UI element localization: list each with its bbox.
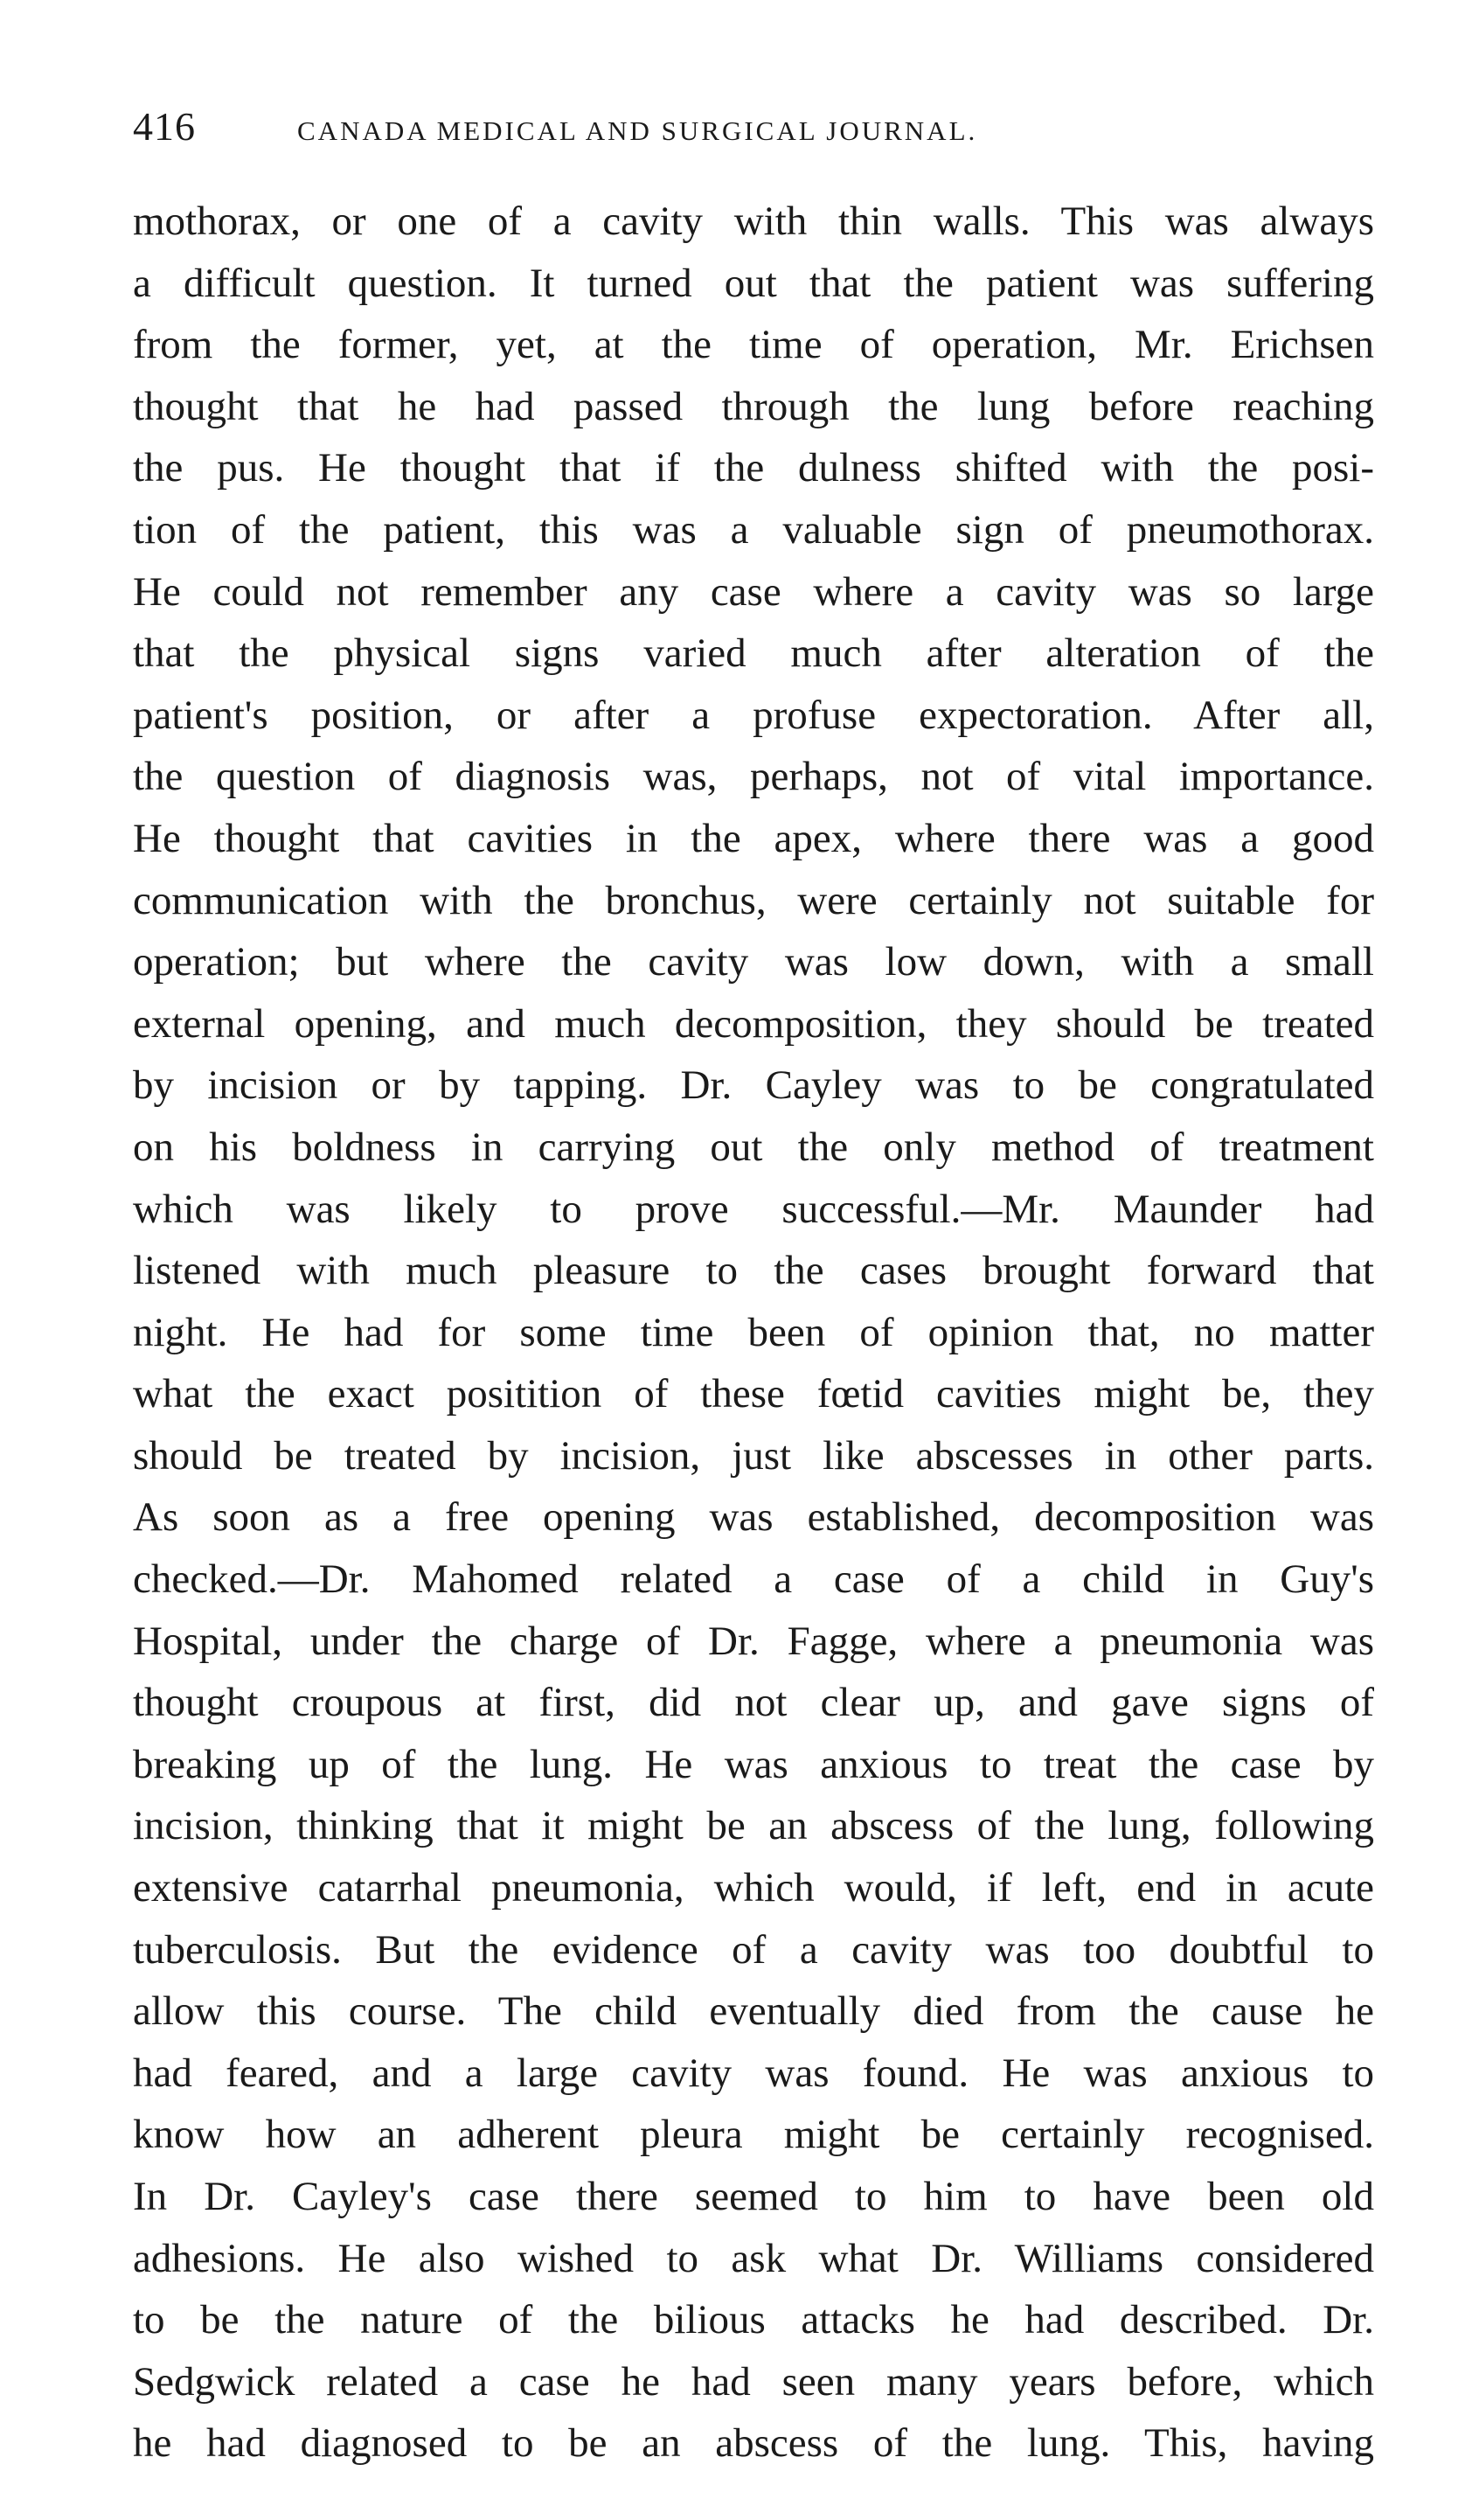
- text-line: what the exact positition of these fœtid cavities might be, they: [133, 1371, 1374, 1417]
- text-line: he had diagnosed to be an abscess of the lung. This, having: [133, 2420, 1374, 2467]
- text-line: He could not remember any case where a cavity was so large: [133, 568, 1374, 615]
- text-line: which was likely to prove successful.—Mr. Maunder had: [133, 1186, 1374, 1232]
- text-line: from the former, yet, at the time of operation, Mr. Erichsen: [133, 322, 1374, 368]
- text-line: to be the nature of the bilious attacks he had described. Dr.: [133, 2297, 1374, 2343]
- text-line: He thought that cavities in the apex, where there was a good: [133, 815, 1374, 861]
- text-line: night. He had for some time been of opinion that, no matter: [133, 1309, 1374, 1355]
- text-line: external opening, and much decomposition, they should be treated: [133, 1000, 1374, 1047]
- page-number: 416: [133, 104, 196, 149]
- text-line: operation; but where the cavity was low down, with a small: [133, 939, 1374, 985]
- text-line: a difficult question. It turned out that the patient was suffering: [133, 260, 1374, 306]
- text-line: had feared, and a large cavity was found. He was anxious to: [133, 2050, 1374, 2096]
- text-line: the question of diagnosis was, perhaps, not of vital importance.: [133, 754, 1374, 800]
- text-line: thought that he had passed through the lung before reaching: [133, 383, 1374, 429]
- text-line: listened with much pleasure to the cases brought forward that: [133, 1248, 1374, 1294]
- text-line: tion of the patient, this was a valuable sign of pneumothorax.: [133, 506, 1374, 553]
- text-line: patient's position, or after a profuse expectoration. After all,: [133, 692, 1374, 738]
- text-line: extensive catarrhal pneumonia, which would, if left, end in acute: [133, 1865, 1374, 1911]
- text-line: tuberculosis. But the evidence of a cavity was too doubtful to: [133, 1926, 1374, 1973]
- text-line: incision, thinking that it might be an abscess of the lung, following: [133, 1803, 1374, 1849]
- text-line: by incision or by tapping. Dr. Cayley was to be congratulated: [133, 1062, 1374, 1109]
- running-head: [133, 103, 1374, 156]
- text-line: breaking up of the lung. He was anxious to treat the case by: [133, 1741, 1374, 1787]
- text-line: Sedgwick related a case he had seen many years before, which: [133, 2358, 1374, 2405]
- text-line: allow this course. The child eventually died from the cause he: [133, 1988, 1374, 2035]
- text-line: In Dr. Cayley's case there seemed to him to have been old: [133, 2174, 1374, 2219]
- text-line: thought croupous at first, did not clear up, and gave signs of: [133, 1680, 1374, 1726]
- text-line: should be treated by incision, just like abscesses in other parts.: [133, 1432, 1374, 1479]
- text-line: that the physical signs varied much after alteration of the: [133, 630, 1374, 677]
- text-line: adhesions. He also wished to ask what Dr. Williams considered: [133, 2235, 1374, 2281]
- text-line: mothorax, or one of a cavity with thin walls. This was always: [133, 198, 1374, 244]
- text-line: know how an adherent pleura might be certainly recognised.: [133, 2112, 1374, 2158]
- text-line: communication with the bronchus, were certainly not suitable for: [133, 877, 1374, 923]
- body-text: [133, 191, 1374, 2475]
- text-line: on his boldness in carrying out the only method of treatment: [133, 1124, 1374, 1170]
- text-line: As soon as a free opening was established, decomposition was: [133, 1494, 1374, 1541]
- journal-title: CANADA MEDICAL AND SURGICAL JOURNAL.: [297, 115, 978, 146]
- text-line: Hospital, under the charge of Dr. Fagge, where a pneumonia was: [133, 1618, 1374, 1664]
- text-line: the pus. He thought that if the dulness shifted with the posi-: [133, 445, 1374, 491]
- text-line: checked.—Dr. Mahomed related a case of a child in Guy's: [133, 1556, 1374, 1603]
